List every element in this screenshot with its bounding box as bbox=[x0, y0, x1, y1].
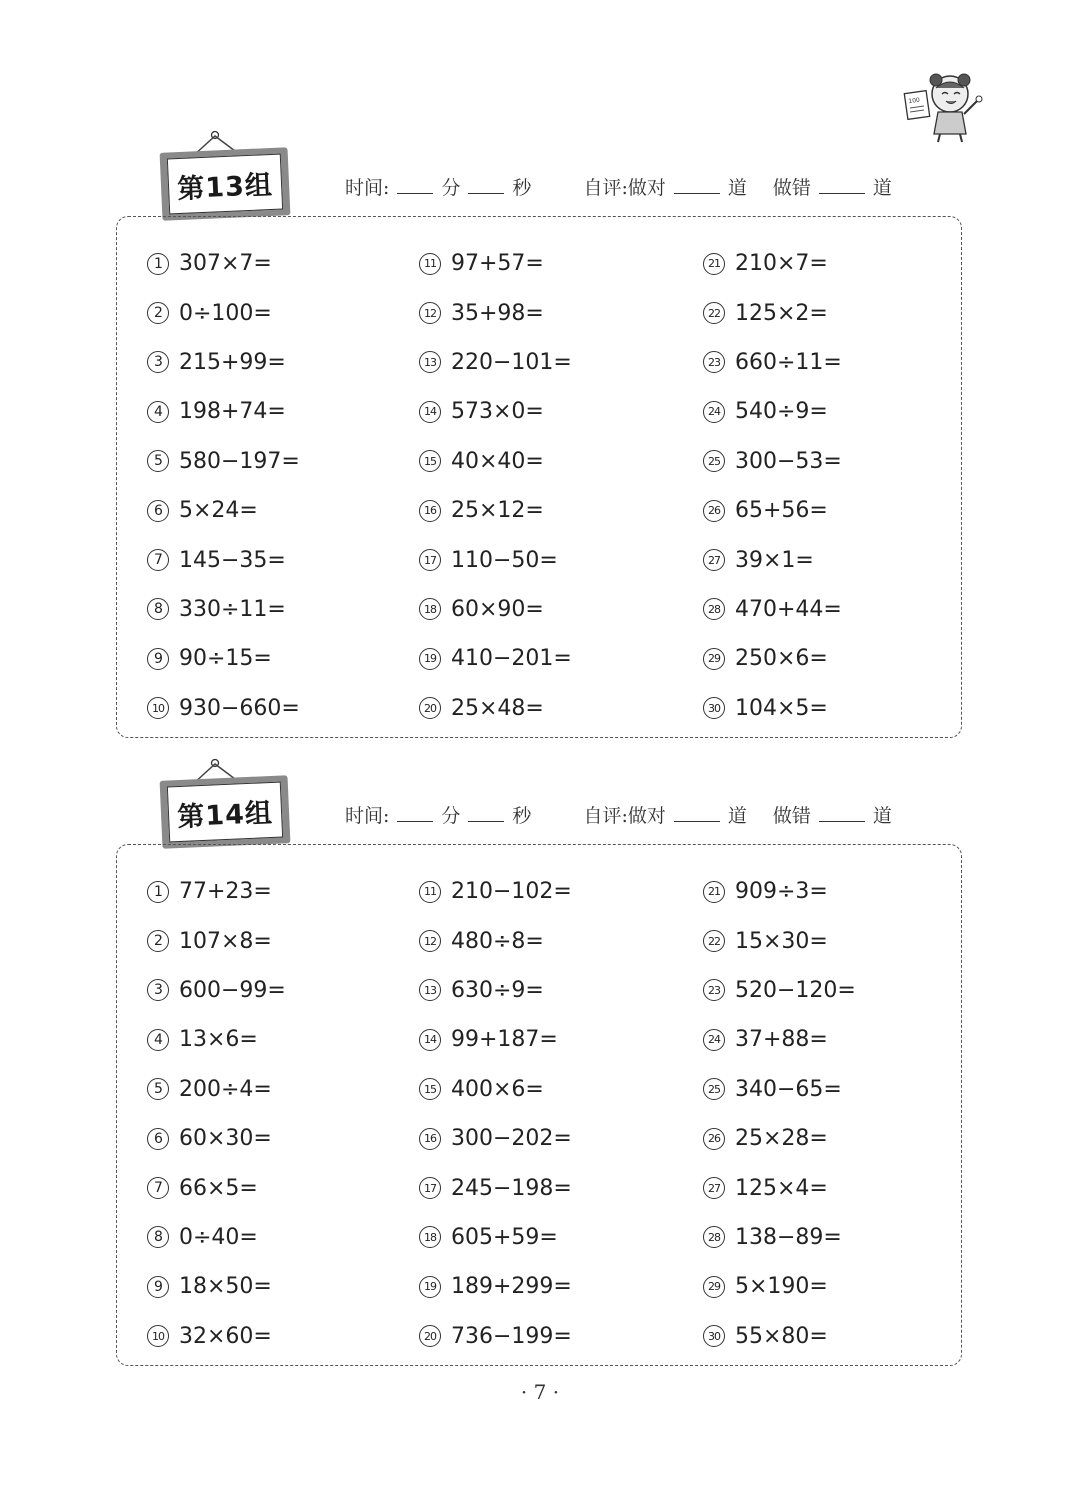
problem-number: 1 bbox=[147, 881, 169, 903]
problem-item bbox=[419, 1015, 572, 1064]
problem-number: 13 bbox=[419, 351, 441, 373]
problem-item bbox=[147, 338, 300, 387]
problem-number: 29 bbox=[703, 1276, 725, 1298]
problem-expression: 0÷100= bbox=[179, 300, 272, 326]
problem-expression: 580−197= bbox=[179, 448, 300, 474]
problem-item bbox=[703, 1262, 856, 1311]
problem-number: 22 bbox=[703, 930, 725, 952]
problem-number: 4 bbox=[147, 1029, 169, 1051]
problem-column bbox=[419, 867, 572, 1361]
seconds-label: 秒 bbox=[512, 177, 532, 199]
problem-number: 6 bbox=[147, 500, 169, 522]
problem-number: 22 bbox=[703, 302, 725, 324]
problem-expression: 138−89= bbox=[735, 1224, 842, 1250]
problem-expression: 145−35= bbox=[179, 547, 286, 573]
group-title: 第14组 bbox=[176, 797, 274, 833]
cartoon-girl-mascot-icon bbox=[900, 70, 984, 144]
problem-number: 20 bbox=[419, 697, 441, 719]
problem-expression: 400×6= bbox=[451, 1076, 544, 1102]
problem-expression: 520−120= bbox=[735, 977, 856, 1003]
problem-expression: 660÷11= bbox=[735, 349, 842, 375]
problem-expression: 245−198= bbox=[451, 1175, 572, 1201]
problem-item bbox=[419, 585, 572, 634]
problem-expression: 470+44= bbox=[735, 596, 842, 622]
problem-expression: 5×190= bbox=[735, 1274, 828, 1300]
problem-item bbox=[419, 1213, 572, 1262]
page-number: · 7 · bbox=[520, 1380, 560, 1404]
problem-expression: 37+88= bbox=[735, 1027, 828, 1053]
problem-item bbox=[703, 916, 856, 965]
problem-item bbox=[419, 916, 572, 965]
problem-expression: 220−101= bbox=[451, 349, 572, 375]
problem-item bbox=[147, 535, 300, 584]
problem-number: 12 bbox=[419, 930, 441, 952]
wrong-unit-label: 道 bbox=[872, 805, 892, 827]
problem-item bbox=[147, 1213, 286, 1262]
problem-number: 27 bbox=[703, 1177, 725, 1199]
problem-expression: 55×80= bbox=[735, 1323, 828, 1349]
problem-number: 17 bbox=[419, 1177, 441, 1199]
problem-expression: 40×40= bbox=[451, 448, 544, 474]
problem-expression: 300−202= bbox=[451, 1126, 572, 1152]
problem-expression: 250×6= bbox=[735, 646, 828, 672]
problem-item bbox=[147, 1065, 286, 1114]
problem-number: 29 bbox=[703, 648, 725, 670]
problem-number: 15 bbox=[419, 1078, 441, 1100]
problem-column bbox=[147, 239, 300, 733]
problem-number: 30 bbox=[703, 1325, 725, 1347]
problem-expression: 340−65= bbox=[735, 1076, 842, 1102]
problem-expression: 540÷9= bbox=[735, 399, 828, 425]
problem-number: 21 bbox=[703, 881, 725, 903]
problem-item bbox=[703, 1213, 856, 1262]
problem-item bbox=[703, 634, 842, 683]
problem-item bbox=[703, 1065, 856, 1114]
problem-column bbox=[703, 867, 856, 1361]
problem-item bbox=[147, 916, 286, 965]
problem-item bbox=[419, 486, 572, 535]
group-title-sign bbox=[155, 128, 305, 228]
problem-number: 21 bbox=[703, 253, 725, 275]
time-label: 时间: bbox=[345, 177, 390, 199]
problem-number: 16 bbox=[419, 500, 441, 522]
problem-expression: 25×48= bbox=[451, 695, 544, 721]
problem-expression: 18×50= bbox=[179, 1274, 272, 1300]
problem-expression: 600−99= bbox=[179, 977, 286, 1003]
problem-expression: 0÷40= bbox=[179, 1224, 258, 1250]
problem-item bbox=[147, 1312, 286, 1361]
wrong-unit-label: 道 bbox=[872, 177, 892, 199]
problem-expression: 65+56= bbox=[735, 498, 828, 524]
problem-item bbox=[147, 387, 300, 436]
problem-expression: 110−50= bbox=[451, 547, 558, 573]
problem-expression: 200÷4= bbox=[179, 1076, 272, 1102]
problem-number: 5 bbox=[147, 450, 169, 472]
problem-number: 26 bbox=[703, 500, 725, 522]
problem-expression: 90÷15= bbox=[179, 646, 272, 672]
problem-item bbox=[419, 437, 572, 486]
problem-expression: 215+99= bbox=[179, 349, 286, 375]
problem-number: 14 bbox=[419, 401, 441, 423]
problem-item bbox=[703, 486, 842, 535]
problem-number: 24 bbox=[703, 401, 725, 423]
problem-item bbox=[147, 1262, 286, 1311]
problem-item bbox=[147, 1114, 286, 1163]
problem-item bbox=[147, 1163, 286, 1212]
problem-item bbox=[419, 1312, 572, 1361]
problem-item bbox=[419, 535, 572, 584]
problem-number: 30 bbox=[703, 697, 725, 719]
problem-expression: 125×4= bbox=[735, 1175, 828, 1201]
problem-number: 18 bbox=[419, 1226, 441, 1248]
problem-expression: 189+299= bbox=[451, 1274, 572, 1300]
problem-number: 10 bbox=[147, 1325, 169, 1347]
problem-number: 25 bbox=[703, 1078, 725, 1100]
problem-item bbox=[419, 288, 572, 337]
svg-text:100: 100 bbox=[907, 96, 921, 106]
problem-number: 8 bbox=[147, 1226, 169, 1248]
problem-number: 9 bbox=[147, 648, 169, 670]
problem-column bbox=[147, 867, 286, 1361]
minutes-label: 分 bbox=[441, 177, 461, 199]
wrong-count-blank[interactable] bbox=[819, 803, 865, 822]
problem-expression: 210×7= bbox=[735, 251, 828, 277]
problem-expression: 104×5= bbox=[735, 695, 828, 721]
problem-number: 4 bbox=[147, 401, 169, 423]
problem-expression: 930−660= bbox=[179, 695, 300, 721]
problem-expression: 99+187= bbox=[451, 1027, 558, 1053]
problem-expression: 210−102= bbox=[451, 879, 572, 905]
problem-number: 13 bbox=[419, 979, 441, 1001]
problem-item bbox=[419, 338, 572, 387]
minutes-label: 分 bbox=[441, 805, 461, 827]
correct-unit-label: 道 bbox=[727, 177, 747, 199]
problem-number: 3 bbox=[147, 979, 169, 1001]
problem-expression: 25×12= bbox=[451, 498, 544, 524]
problem-item bbox=[703, 387, 842, 436]
wrong-label: 做错 bbox=[772, 177, 811, 199]
problem-item bbox=[419, 867, 572, 916]
time-and-score-line bbox=[345, 173, 892, 200]
problem-item bbox=[147, 966, 286, 1015]
problem-expression: 198+74= bbox=[179, 399, 286, 425]
problem-item bbox=[147, 486, 300, 535]
problem-item bbox=[703, 867, 856, 916]
problem-expression: 410−201= bbox=[451, 646, 572, 672]
problem-item bbox=[147, 634, 300, 683]
seconds-blank[interactable] bbox=[468, 803, 504, 822]
problem-number: 18 bbox=[419, 598, 441, 620]
problem-number: 15 bbox=[419, 450, 441, 472]
problem-item bbox=[147, 867, 286, 916]
group-title: 第13组 bbox=[176, 169, 274, 205]
problem-number: 27 bbox=[703, 549, 725, 571]
wrong-count-blank[interactable] bbox=[819, 175, 865, 194]
problem-expression: 25×28= bbox=[735, 1126, 828, 1152]
problem-expression: 107×8= bbox=[179, 928, 272, 954]
problem-item bbox=[419, 1065, 572, 1114]
problem-number: 3 bbox=[147, 351, 169, 373]
problem-number: 11 bbox=[419, 881, 441, 903]
problem-number: 10 bbox=[147, 697, 169, 719]
problem-item bbox=[703, 1312, 856, 1361]
problem-item bbox=[703, 535, 842, 584]
problem-number: 7 bbox=[147, 1177, 169, 1199]
seconds-label: 秒 bbox=[512, 805, 532, 827]
problem-number: 25 bbox=[703, 450, 725, 472]
problem-item bbox=[419, 239, 572, 288]
problem-item bbox=[419, 966, 572, 1015]
problem-item bbox=[147, 437, 300, 486]
problem-number: 23 bbox=[703, 979, 725, 1001]
problem-number: 2 bbox=[147, 302, 169, 324]
correct-count-blank[interactable] bbox=[674, 803, 720, 822]
problem-expression: 15×30= bbox=[735, 928, 828, 954]
problem-expression: 13×6= bbox=[179, 1027, 258, 1053]
problem-item bbox=[703, 585, 842, 634]
problem-number: 19 bbox=[419, 1276, 441, 1298]
self-eval-label: 自评:做对 bbox=[583, 805, 666, 827]
problem-item bbox=[703, 1114, 856, 1163]
correct-unit-label: 道 bbox=[727, 805, 747, 827]
problem-item bbox=[147, 684, 300, 733]
problem-expression: 330÷11= bbox=[179, 596, 286, 622]
problem-item bbox=[703, 288, 842, 337]
problem-number: 16 bbox=[419, 1128, 441, 1150]
problem-number: 14 bbox=[419, 1029, 441, 1051]
problem-item bbox=[703, 338, 842, 387]
problem-expression: 573×0= bbox=[451, 399, 544, 425]
problem-number: 20 bbox=[419, 1325, 441, 1347]
time-and-score-line bbox=[345, 801, 892, 828]
wrong-label: 做错 bbox=[772, 805, 811, 827]
problem-expression: 60×90= bbox=[451, 596, 544, 622]
problems-box bbox=[116, 844, 962, 1366]
problem-expression: 480÷8= bbox=[451, 928, 544, 954]
problem-expression: 66×5= bbox=[179, 1175, 258, 1201]
problem-column bbox=[419, 239, 572, 733]
problem-expression: 605+59= bbox=[451, 1224, 558, 1250]
problem-number: 7 bbox=[147, 549, 169, 571]
problem-item bbox=[419, 1163, 572, 1212]
problem-number: 28 bbox=[703, 598, 725, 620]
problem-item bbox=[419, 634, 572, 683]
problem-expression: 60×30= bbox=[179, 1126, 272, 1152]
problem-expression: 307×7= bbox=[179, 251, 272, 277]
problem-number: 2 bbox=[147, 930, 169, 952]
problem-number: 1 bbox=[147, 253, 169, 275]
problem-item bbox=[703, 966, 856, 1015]
problem-item bbox=[703, 684, 842, 733]
problem-expression: 300−53= bbox=[735, 448, 842, 474]
minutes-blank[interactable] bbox=[397, 803, 433, 822]
problem-item bbox=[147, 585, 300, 634]
minutes-blank[interactable] bbox=[397, 175, 433, 194]
problem-item bbox=[419, 1114, 572, 1163]
problem-number: 5 bbox=[147, 1078, 169, 1100]
problem-number: 24 bbox=[703, 1029, 725, 1051]
problem-expression: 35+98= bbox=[451, 300, 544, 326]
seconds-blank[interactable] bbox=[468, 175, 504, 194]
problem-expression: 630÷9= bbox=[451, 977, 544, 1003]
problem-item bbox=[703, 1015, 856, 1064]
problem-item bbox=[147, 239, 300, 288]
group-title-sign bbox=[155, 756, 305, 856]
problem-number: 12 bbox=[419, 302, 441, 324]
problem-item bbox=[147, 1015, 286, 1064]
problem-item bbox=[419, 1262, 572, 1311]
problem-expression: 5×24= bbox=[179, 498, 258, 524]
problem-number: 6 bbox=[147, 1128, 169, 1150]
correct-count-blank[interactable] bbox=[674, 175, 720, 194]
problem-expression: 125×2= bbox=[735, 300, 828, 326]
problems-box bbox=[116, 216, 962, 738]
problem-item bbox=[703, 1163, 856, 1212]
problem-expression: 736−199= bbox=[451, 1323, 572, 1349]
problem-number: 26 bbox=[703, 1128, 725, 1150]
problem-item bbox=[703, 437, 842, 486]
problem-number: 19 bbox=[419, 648, 441, 670]
problem-number: 17 bbox=[419, 549, 441, 571]
problem-number: 11 bbox=[419, 253, 441, 275]
problem-expression: 77+23= bbox=[179, 879, 272, 905]
problem-number: 23 bbox=[703, 351, 725, 373]
problem-number: 9 bbox=[147, 1276, 169, 1298]
problem-item bbox=[419, 387, 572, 436]
problem-item bbox=[147, 288, 300, 337]
time-label: 时间: bbox=[345, 805, 390, 827]
self-eval-label: 自评:做对 bbox=[583, 177, 666, 199]
problem-expression: 909÷3= bbox=[735, 879, 828, 905]
problem-column bbox=[703, 239, 842, 733]
problem-expression: 32×60= bbox=[179, 1323, 272, 1349]
problem-number: 8 bbox=[147, 598, 169, 620]
problem-item bbox=[419, 684, 572, 733]
problem-expression: 97+57= bbox=[451, 251, 544, 277]
problem-item bbox=[703, 239, 842, 288]
problem-number: 28 bbox=[703, 1226, 725, 1248]
problem-expression: 39×1= bbox=[735, 547, 814, 573]
